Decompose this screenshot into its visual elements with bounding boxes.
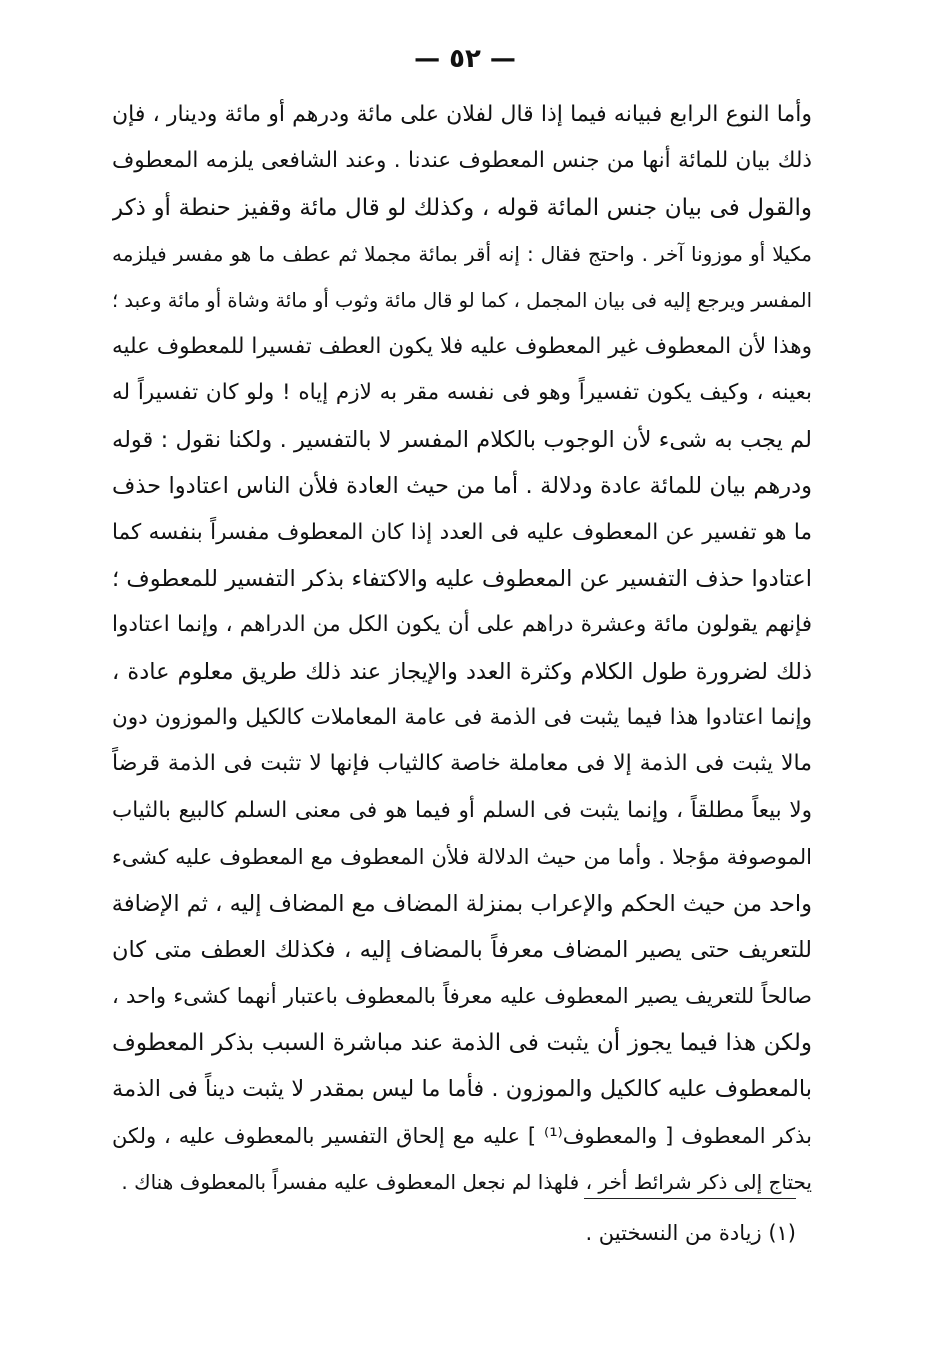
text-line: بعينه ، وكيف يكون تفسيراً وهو فى نفسه مقر به لازم إياه ! ولو كان تفسيراً له	[112, 380, 812, 406]
footnote: (١) زيادة من النسختين .	[585, 1221, 796, 1245]
body-text	[112, 92, 812, 1205]
text-line: ذلك لضرورة طول الكلام وكثرة العدد والإيجاز عند ذلك طريق معلوم عادة ،	[112, 658, 812, 685]
text-line: ولا بيعاً مطلقاً ، وإنما يثبت فى السلم أو فيما هو فى معنى السلم كالبيع بالثياب	[112, 797, 812, 823]
text-line: والقول فى بيان جنس المائة قوله ، وكذلك لو قال مائة وقفيز حنطة أو ذكر	[112, 194, 812, 221]
page-number: — ٥٢ —	[414, 44, 516, 74]
text-line: وهذا لأن المعطوف غير المعطوف عليه فلا يكون العطف تفسيرا للمعطوف عليه	[112, 333, 812, 359]
text-line: مكيلا أو موزونا آخر . واحتج فقال : إنه أقر بمائة مجملا ثم عطف ما هو مفسر فيلزمه	[112, 242, 812, 267]
text-line: يحتاج إلى ذكر شرائط أخر ، فلهذا لم نجعل المعطوف عليه مفسراً بالمعطوف هناك .	[121, 1169, 812, 1194]
text-line: للتعريف حتى يصير المضاف معرفاً بالمضاف إليه ، فكذلك العطف متى كان	[112, 937, 812, 964]
text-line: المفسر ويرجع إليه فى بيان المجمل ، كما لو قال مائة وثوب أو مائة وشاة أو مائة وعبد ؛	[112, 288, 812, 312]
text-line: بذكر المعطوف [ والمعطوف⁽¹⁾ ] عليه مع إلحاق التفسير بالمعطوف عليه ، ولكن	[112, 1123, 812, 1148]
text-line: واحد من حيث الحكم والإعراب بمنزلة المضاف مع المضاف إليه ، ثم الإضافة	[112, 890, 812, 917]
text-line: الموصوفة مؤجلا . وأما من حيث الدلالة فلأن المعطوف مع المعطوف عليه كشىء	[112, 845, 812, 870]
text-line: وإنما اعتادوا هذا فيما يثبت فى الذمة فى عامة المعاملات كالكيل والموزون دون	[112, 705, 812, 731]
text-line: وأما النوع الرابع فبيانه فيما إذا قال لفلان على مائة ودرهم أو مائة ودينار ، فإن	[112, 102, 812, 127]
text-line: صالحاً للتعريف يصير المعطوف عليه معرفاً بالمعطوف باعتبار أنهما كشىء واحد ،	[112, 984, 812, 1009]
text-line: اعتادوا حذف التفسير عن المعطوف عليه والاكتفاء بذكر التفسير للمعطوف ؛	[112, 565, 812, 592]
text-line: فإنهم يقولون مائة وعشرة دراهم على أن يكون الكل من الدراهم ، وإنما اعتادوا	[112, 612, 812, 638]
text-line: ولكن هذا فيما يجوز أن يثبت فى الذمة عند مباشرة السبب بذكر المعطوف	[112, 1029, 812, 1056]
text-line: ودرهم بيان للمائة عادة ودلالة . أما من حيث العادة فلأن الناس اعتادوا حذف	[112, 473, 812, 500]
footnote-divider	[584, 1198, 796, 1199]
text-line: ما هو تفسير عن المعطوف عليه فى العدد إذا كان المعطوف مفسراً بنفسه كما	[112, 519, 812, 545]
text-line: مالا يثبت فى الذمة إلا فى معاملة خاصة كالثياب فإنها لا تثبت فى الذمة قرضاً	[112, 751, 812, 777]
text-line: بالمعطوف عليه كالكيل والموزون . فأما ما ليس بمقدر لا يثبت ديناً فى الذمة	[112, 1076, 812, 1103]
text-line: ذلك بيان للمائة أنها من جنس المعطوف عندنا . وعند الشافعى يلزمه المعطوف	[112, 148, 812, 174]
text-line: لم يجب به شىء لأن الوجوب بالكلام المفسر لا بالتفسير . ولكنا نقول : قوله	[112, 426, 812, 453]
